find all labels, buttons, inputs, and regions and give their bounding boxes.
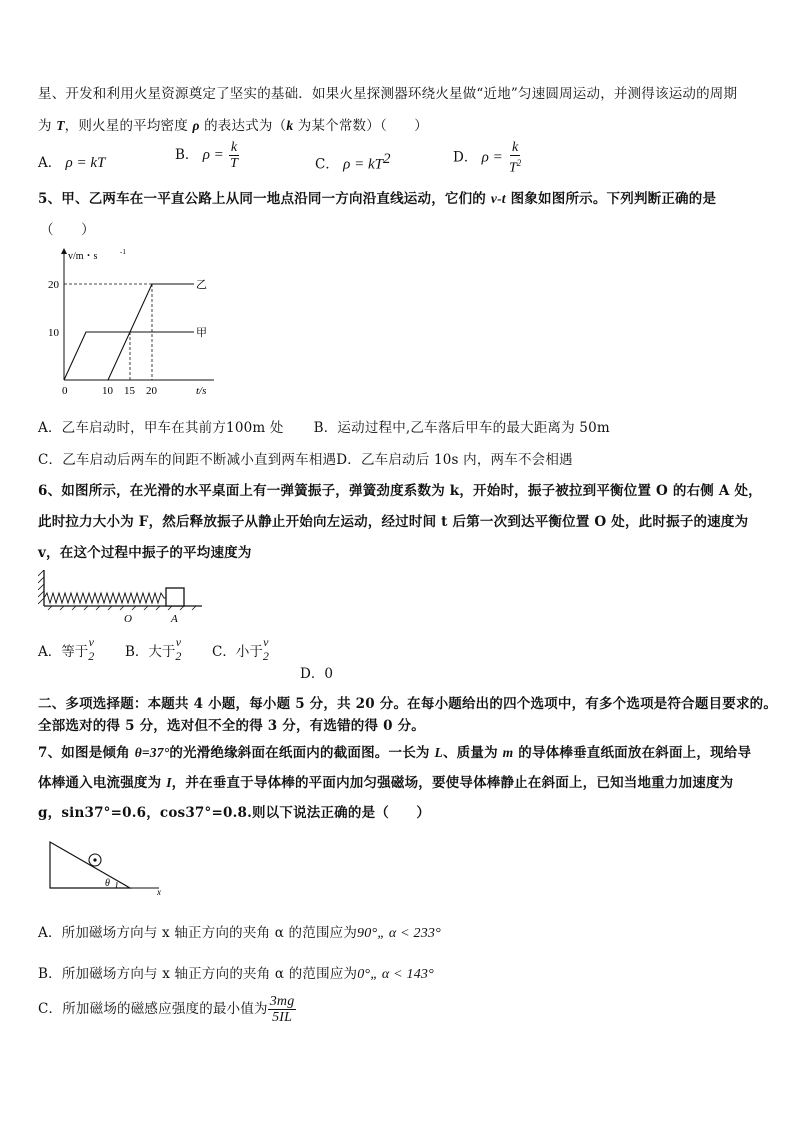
option-text: B．大于 [125,644,176,660]
y-axis-label-sup: -1 [120,248,126,256]
q4-text: 为某个常数）（ ） [293,118,429,134]
q5-text: 图象如图所示。下列判断正确的是 [505,191,717,207]
frac-den: T [230,156,238,171]
q5-option-a[interactable]: A．乙车启动时，甲车在其前方100m 处 [38,420,284,436]
q7-option-b[interactable] [38,962,434,983]
label-O: O [124,613,132,625]
v-over-2 [175,635,182,663]
q7-text: 的导体棒垂直纸面放在斜面上，现给导 [513,745,752,761]
frac-den-sup: 2 [516,158,522,168]
q5-option-c[interactable]: C．乙车启动后两车的间距不断减小直到两车相遇 [38,452,337,468]
q5-option-d[interactable]: D．乙车启动后 10s 内，两车不会相遇 [336,452,573,468]
option-text: A．所加磁场方向与 x 轴正方向的夹角 α 的范围应为 [38,925,358,941]
two: 2 [175,649,182,663]
q5-text: 5、甲、乙两车在一平直公路上从同一地点沿同一方向沿直线运动，它们的 [38,191,491,207]
option-expr: ρ = kT [343,156,383,173]
q7-incline-figure [44,838,174,896]
oscillator-block [166,588,184,606]
y-tick-label: 20 [48,279,59,291]
q7-option-a[interactable] [38,921,441,942]
option-sup: 2 [382,151,391,167]
x-tick-label: 15 [124,385,135,397]
frac-den [507,156,523,176]
label-A: A [171,613,178,625]
option-text: C．小于 [212,644,263,660]
q6-stem-line3: v，在这个过程中振子的平均速度为 [38,545,252,561]
option-letter: A． [38,155,62,171]
q4-stem-line1: 星、开发和利用火星资源奠定了坚实的基础．如果火星探测器环绕火星做“近地”匀速圆周运动，并测得该运动的周期 [38,86,738,102]
q6-stem-line1: 6、如图所示，在光滑的水平桌面上有一弹簧振子，弹簧劲度系数为 k，开始时，振子被拉到平衡位置 O 的右侧 A 处， [38,483,762,499]
q4-text: 的表达式为（ [199,118,287,134]
q7-stem-line2 [38,771,733,791]
q7-I: I [166,775,172,790]
option-text: B．所加磁场方向与 x 轴正方向的夹角 α 的范围应为 [38,966,358,982]
q7-stem-line3: g，sin37°=0.6，cos37°=0.8.则以下说法正确的是（ ） [38,805,431,821]
q5-vt: v-t [490,191,506,206]
q4-text: 为 [38,118,57,134]
q6-stem-line2: 此时拉力大小为 F，然后释放振子从静止开始向左运动，经过时间 t 后第一次到达平衡位置 O 处，此时振子的速度为 [38,514,749,530]
q4-option-c[interactable] [315,151,390,174]
q7-text: 7、如图是倾角 [38,745,135,761]
option-lhs: ρ = [481,149,503,166]
q6-option-b[interactable] [125,635,182,663]
option-expr: ρ = kT [65,155,106,171]
q5-vt-chart [44,246,244,410]
current-dot [93,858,96,861]
q7-m: m [502,745,514,760]
section2-instructions-line1: 二、多项选择题：本题共 4 小题，每小题 5 分，共 20 分。在每小题给出的四个选项中，有多个选项是符合题目要求的。 [38,696,778,712]
y-axis-label: v/m・s [68,251,98,262]
q7-text: 体棒通入电流强度为 [38,775,167,791]
series-label-jia: 甲 [196,327,207,339]
q5-answer-paren: （ ） [40,222,95,238]
y-tick-label: 10 [48,327,59,339]
frac-num: k [230,140,238,155]
q7-L: L [434,745,443,760]
q6-spring-figure [38,566,208,628]
fraction [507,140,523,176]
q4-var-rho: ρ [192,118,200,133]
frac-den-text: T [509,160,517,176]
q6-option-c[interactable] [212,635,269,663]
q7-text: 、质量为 [442,745,503,761]
theta-label: θ [105,878,110,889]
x-tick-label: 10 [102,385,113,397]
two: 2 [88,649,95,663]
q6-option-d[interactable] [300,662,333,682]
v: v [175,635,182,649]
v-over-2 [262,635,269,663]
v-over-2 [88,635,95,663]
option-range: 90°„ α < 233° [357,926,441,941]
x-axis-label: t/s [196,385,207,397]
v: v [263,635,269,649]
section2-instructions-line2: 全部选对的得 5 分，选对但不全的得 3 分，有选错的得 0 分。 [38,718,425,734]
q4-option-d[interactable] [453,140,523,176]
q7-theta: θ=37° [134,745,170,760]
fraction [228,140,240,171]
q4-option-a[interactable] [38,151,105,172]
x-label: x [157,887,161,896]
option-letter: B． [175,147,199,163]
q4-var-k: k [286,118,294,133]
q5-options-row2 [38,448,573,468]
series-label-yi: 乙 [196,279,207,291]
option-text: D．0 [300,666,333,682]
spring [44,593,166,603]
q5-stem [38,187,716,207]
v: v [88,635,94,649]
q7-option-c[interactable] [38,994,296,1025]
option-text: A．等于 [38,644,89,660]
q4-var-T: T [56,118,65,133]
two: 2 [262,649,269,663]
q7-stem-line1 [38,741,751,761]
option-letter: D． [453,149,478,166]
q4-text: ，则火星的平均密度 [64,118,193,134]
option-range: 0°„ α < 143° [357,967,434,982]
origin-label: 0 [62,385,68,397]
frac-den: 5IL [272,1010,293,1025]
option-lhs: ρ = [202,147,224,163]
frac-num: 3mg [269,994,295,1009]
incline [50,842,130,888]
q6-option-a[interactable] [38,635,95,663]
frac-num: k [512,140,519,155]
q5-option-b[interactable]: B．运动过程中,乙车落后甲车的最大距离为 50m [313,420,610,436]
option-letter: C． [315,156,339,173]
y-axis-arrow [61,248,67,254]
q5-options-row1 [38,416,610,436]
wall [38,570,44,606]
q7-text: 的光滑绝缘斜面在纸面内的截面图。一长为 [169,745,435,761]
angle-arc [116,882,117,888]
fraction [268,994,297,1025]
x-tick-label: 20 [146,385,157,397]
vt-chart-plot [48,248,214,397]
option-text: C．所加磁场的磁感应强度的最小值为 [38,1001,268,1017]
q4-stem-line2 [38,114,428,134]
q4-option-b[interactable] [175,140,240,171]
q7-text: ，并在垂直于导体棒的平面内加匀强磁场，要使导体棒静止在斜面上，已知当地重力加速度为 [171,775,734,791]
